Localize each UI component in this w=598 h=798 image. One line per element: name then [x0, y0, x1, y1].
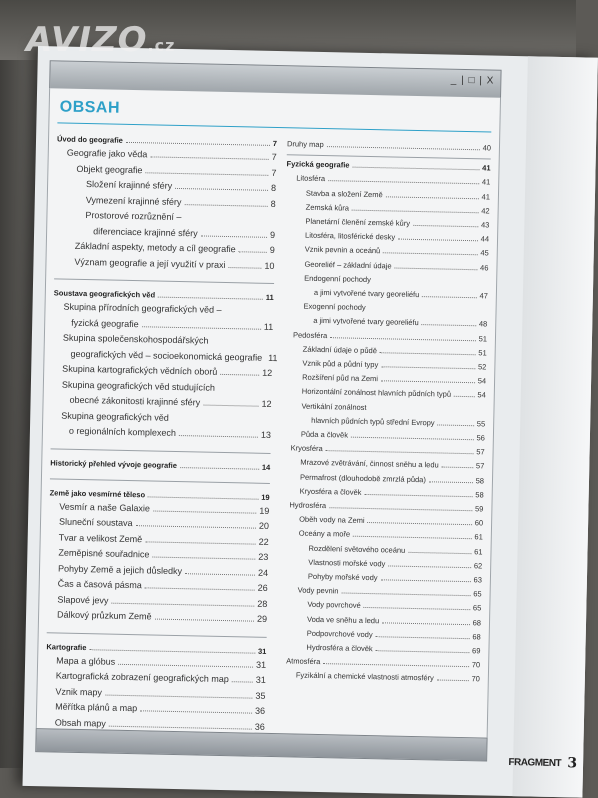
toc-leader-dots: [239, 243, 267, 253]
toc-page-number: 8: [271, 197, 276, 210]
toc-entry: [70, 347, 272, 364]
title-rule: [57, 122, 491, 132]
toc-page-number: 20: [259, 520, 269, 533]
toc-entry: [71, 316, 273, 333]
toc-entry: [58, 547, 268, 564]
toc-entry-label: Vesmír a naše Galaxie: [59, 500, 150, 515]
toc-entry-label: hlavních půdních typů střední Evropy: [311, 414, 435, 430]
toc-entry-label: Endogenní pochody: [304, 271, 371, 285]
toc-page-number: 70: [472, 658, 481, 671]
toc-page-number: 11: [268, 351, 278, 364]
toc-entry: [86, 178, 276, 195]
toc-entry-label: Měřítka plánů a map: [55, 701, 137, 716]
toc-leader-dots: [386, 188, 479, 199]
toc-page-number: 70: [471, 673, 480, 686]
toc-leader-dots: [341, 585, 470, 597]
toc-leader-dots: [148, 488, 258, 499]
toc-page-number: 69: [472, 644, 481, 657]
toc-entry-label: Pohyby mořské vody: [308, 570, 378, 584]
toc-page-number: 13: [261, 429, 271, 442]
toc-page-number: 54: [477, 389, 486, 402]
toc-entry: [62, 378, 272, 395]
toc-entry-label: Mrazové zvětrávání, činnost sněhu a ledu: [300, 456, 439, 472]
toc-page-number: 47: [479, 289, 488, 302]
toc-page-number: 26: [258, 582, 268, 595]
toc-leader-dots: [383, 245, 477, 256]
toc-entry: [59, 516, 269, 533]
toc-entry-label: Druhy map: [287, 137, 324, 151]
toc-entry-label: Georeliéf – základní údaje: [304, 257, 391, 272]
toc-entry-label: Základní aspekty, metody a cíl geografie: [75, 240, 236, 256]
toc-page-number: 11: [266, 291, 274, 304]
toc-page-number: 42: [481, 204, 490, 217]
toc-leader-dots: [364, 599, 470, 610]
toc-leader-dots: [442, 459, 473, 469]
toc-leader-dots: [388, 557, 471, 568]
toc-entry-label: geografických věd – socioekonomická geografie: [70, 347, 262, 364]
toc-page-number: 35: [255, 689, 265, 702]
toc-entry-label: Skupina geografických věd studujících: [62, 378, 215, 394]
toc-entry: [76, 162, 276, 179]
toc-page-number: 11: [264, 320, 274, 333]
toc-page-number: 41: [481, 190, 490, 203]
toc-page-number: 41: [482, 162, 491, 175]
toc-entry-label: Zemská kůra: [306, 200, 350, 214]
toc-leader-dots: [381, 358, 475, 369]
toc-leader-dots: [368, 514, 472, 525]
toc-entry-label: Historický přehled vývoje geografie: [50, 456, 177, 472]
toc-leader-dots: [142, 318, 261, 329]
toc-page-number: 61: [474, 531, 483, 544]
toc-entry-label: Voda ve sněhu a ledu: [307, 612, 379, 627]
toc-page-number: 12: [262, 367, 272, 380]
toc-entry-label: Horizontální zonálnost hlavních půdních typů: [302, 385, 452, 401]
toc-entry-label: Oběh vody na Zemi: [299, 513, 365, 527]
toc-page-number: 28: [257, 597, 267, 610]
toc-page-number: 36: [255, 720, 265, 733]
toc-entry: [75, 240, 275, 257]
toc-entry-label: a jimi vytvořené tvary georeliéfu: [313, 314, 419, 329]
toc-entry: [59, 531, 269, 548]
toc-entry: [62, 363, 272, 380]
toc-entry: [61, 409, 271, 426]
toc-entry-label: Planetární členění zemské kůry: [305, 215, 410, 230]
toc-leader-dots: [328, 172, 479, 184]
toc-page-number: 12: [261, 398, 271, 411]
toc-entry-label: Pohyby Země a jejich důsledky: [58, 562, 182, 578]
toc-entry-label: Vymezení krajinné sféry: [86, 194, 182, 209]
toc-entry: [57, 609, 267, 626]
toc-entry-label: a jimi vytvořené tvary georeliéfu: [314, 286, 420, 301]
toc-leader-dots: [376, 642, 470, 653]
section-divider: [54, 278, 274, 284]
toc-entry-label: Objekt geografie: [76, 162, 142, 176]
toc-page-number: 40: [482, 141, 491, 154]
toc-leader-dots: [184, 196, 267, 207]
toc-entry-label: Složení krajinné sféry: [86, 178, 172, 193]
toc-entry-label: Kryosféra: [290, 442, 322, 456]
toc-page-number: 14: [262, 460, 271, 473]
toc-entry: [69, 394, 271, 411]
toc-entry-label: Podpovrchové vody: [307, 627, 373, 641]
section-divider: [50, 478, 270, 484]
toc-chapter: [50, 456, 270, 474]
toc-entry-label: Význam geografie a její využití v praxi: [74, 255, 225, 271]
toc-leader-dots: [326, 442, 474, 454]
toc-leader-dots: [376, 628, 470, 639]
toc-leader-dots: [437, 672, 469, 682]
toc-entry-label: Hydrosféra: [289, 498, 326, 512]
toc-page-number: 36: [255, 705, 265, 718]
toc-leader-dots: [89, 641, 255, 653]
toc-entry-label: Exogenní pochody: [303, 300, 365, 314]
toc-entry: [55, 685, 265, 702]
toc-leader-dots: [175, 180, 268, 191]
toc-leader-dots: [145, 533, 256, 544]
toc-page-number: 31: [256, 674, 266, 687]
toc-leader-dots: [380, 344, 476, 355]
toc-entry-label: Vody pevnin: [298, 584, 339, 598]
toc-page-number: 48: [479, 318, 488, 331]
toc-leader-dots: [152, 549, 255, 560]
toc-page-number: 24: [258, 566, 268, 579]
toc-page-number: 65: [473, 602, 482, 615]
toc-entry-label: Základní údaje o půdě: [303, 342, 377, 357]
toc-entry-label: Slapové jevy: [57, 593, 108, 607]
toc-leader-dots: [109, 717, 252, 729]
toc-entry: [58, 578, 268, 595]
toc-entry: [85, 209, 275, 226]
toc-entry-label: o regionálních komplexech: [69, 425, 176, 440]
toc-entry-label: Geografie jako věda: [67, 147, 148, 162]
toc-leader-dots: [327, 138, 480, 150]
toc-page-number: 63: [473, 573, 482, 586]
toc-entry-label: Stavba a složení Země: [306, 186, 383, 201]
toc-leader-dots: [352, 159, 479, 171]
toc-leader-dots: [201, 227, 268, 237]
toc-page-number: 60: [475, 516, 484, 529]
toc-entry-label: Pedosféra: [293, 328, 327, 342]
toc-entry-label: Litosféra, litosférické desky: [305, 229, 395, 244]
page-fold: [512, 56, 597, 797]
toc-entry: [93, 225, 275, 242]
toc-leader-dots: [232, 673, 253, 682]
toc-page-number: 62: [474, 559, 483, 572]
toc-entry-label: Rozšíření půd na Zemi: [302, 371, 378, 386]
toc-leader-dots: [351, 429, 474, 441]
toc-leader-dots: [158, 289, 263, 300]
toc-entry-label: Tvar a velikost Země: [59, 531, 143, 546]
toc-leader-dots: [398, 231, 478, 242]
toc-page-number: 58: [475, 488, 484, 501]
toc-entry-label: diferenciace krajinné sféry: [93, 225, 198, 240]
toc-leader-dots: [438, 416, 474, 426]
toc-page-number: 51: [478, 346, 487, 359]
toc-leader-dots: [126, 134, 270, 146]
toc-leader-dots: [220, 366, 259, 376]
toc-entry: [57, 593, 267, 610]
toc-entry-label: Vznik pevnin a oceánů: [305, 243, 381, 258]
toc-page-number: 68: [472, 630, 481, 643]
page-title: OBSAH: [60, 98, 121, 117]
toc-page-number: 45: [480, 247, 489, 260]
toc-entry-label: Dálkový průzkum Země: [57, 609, 152, 624]
toc-entry-label: Fyzikální a chemické vlastnosti atmosféry: [296, 669, 434, 685]
toc-entry-label: Sluneční soustava: [59, 516, 133, 531]
toc-entry-label: Skupina přírodních geografických věd –: [63, 301, 221, 317]
toc-entry-label: Vznik půd a půdní typy: [302, 357, 378, 372]
toc-entry-label: Skupina kartografických vědních oborů: [62, 363, 217, 379]
toc-entry-label: Zeměpisné souřadnice: [58, 547, 149, 562]
toc-entry-label: Kartografie: [46, 640, 86, 654]
toc-leader-dots: [422, 288, 476, 298]
toc-leader-dots: [382, 614, 470, 625]
toc-entry: [287, 137, 491, 154]
toc-leader-dots: [118, 655, 253, 667]
toc-entry-label: Čas a časová pásma: [58, 578, 142, 593]
toc-leader-dots: [203, 397, 259, 407]
toc-entry: [69, 425, 271, 442]
toc-leader-dots: [105, 686, 253, 698]
toc-entry: [86, 194, 276, 211]
toc-entry-label: Hydrosféra a člověk: [306, 641, 373, 655]
page-number: 3: [567, 755, 577, 771]
toc-page-number: 59: [475, 502, 484, 515]
toc-leader-dots: [150, 148, 269, 159]
toc-page-number: 57: [476, 460, 485, 473]
toc-entry-label: Obsah mapy: [55, 716, 106, 730]
book-page: [23, 46, 598, 798]
window-buttons: _ | □ | X: [451, 75, 495, 87]
toc-entry-label: Skupina geografických věd: [61, 409, 169, 424]
toc-leader-dots: [228, 259, 261, 269]
toc-page-number: 52: [478, 360, 487, 373]
toc-entry-label: Fyzická geografie: [286, 157, 349, 171]
toc-entry-label: obecné zákonitosti krajinné sféry: [69, 394, 200, 410]
toc-entry-label: Litosféra: [296, 172, 325, 186]
toc-entry-label: Země jako vesmírné těleso: [50, 486, 146, 501]
section-divider: [47, 632, 267, 638]
toc-entry-label: Vznik mapy: [55, 685, 102, 699]
toc-page-number: 65: [473, 587, 482, 600]
toc-page-number: 68: [473, 616, 482, 629]
toc-leader-dots: [422, 316, 476, 326]
toc-leader-dots: [429, 473, 473, 483]
toc-page-number: 22: [259, 535, 269, 548]
toc-entry: [56, 670, 266, 687]
toc-leader-dots: [413, 217, 478, 227]
toc-entry-label: Půda a člověk: [301, 428, 348, 442]
publisher-logo: FRAGMENT: [508, 757, 561, 769]
toc-leader-dots: [155, 611, 255, 622]
toc-page-number: 8: [271, 182, 276, 195]
toc-page-number: 7: [272, 151, 277, 164]
toc-entry-label: Kartografická zobrazení geografických map: [56, 670, 229, 687]
toc-entry: [58, 562, 268, 579]
toc-page-number: 55: [477, 417, 486, 430]
toc-page-number: 41: [482, 176, 491, 189]
toc-content: [36, 88, 501, 737]
toc-entry-label: Skupina společenskohospodářských: [63, 332, 209, 348]
toc-page-number: 57: [476, 445, 485, 458]
toc-leader-dots: [352, 201, 478, 213]
toc-page-number: 19: [261, 490, 270, 503]
toc-entry-label: Oceány a moře: [299, 527, 351, 541]
toc-page-number: 9: [270, 244, 275, 257]
toc-page-number: 61: [474, 545, 483, 558]
toc-leader-dots: [381, 372, 475, 383]
section-divider: [51, 448, 271, 454]
toc-leader-dots: [329, 499, 472, 511]
toc-entry-label: Vertikální zonálnost: [301, 399, 366, 413]
toc-page-number: 58: [476, 474, 485, 487]
toc-leader-dots: [153, 502, 257, 513]
toc-leader-dots: [353, 528, 472, 539]
toc-leader-dots: [136, 517, 257, 529]
toc-page-number: 46: [480, 261, 489, 274]
toc-page-number: 7: [273, 137, 277, 150]
toc-leader-dots: [145, 164, 268, 176]
toc-entry-label: Permafrost (dlouhodobě zmrzlá půda): [300, 470, 426, 486]
toc-entry-label: Vlastnosti mořské vody: [308, 556, 385, 571]
toc-page-number: 54: [478, 374, 487, 387]
toc-entry-label: Kryosféra a člověk: [300, 484, 362, 498]
toc-entry: [74, 255, 274, 272]
toc-page-number: 56: [476, 431, 485, 444]
toc-entry-label: Atmosféra: [286, 655, 320, 669]
toc-leader-dots: [381, 571, 471, 582]
toc-leader-dots: [408, 543, 471, 553]
toc-leader-dots: [145, 579, 255, 590]
toc-entry-label: Prostorové rozrůznění –: [85, 209, 181, 224]
toc-entry-label: fyzická geografie: [71, 316, 139, 330]
toc-entry-label: Vody povrchové: [307, 598, 361, 612]
toc-page-number: 51: [478, 332, 487, 345]
toc-leader-dots: [323, 655, 469, 667]
toc-entry-label: Rozdělení světového oceánu: [308, 541, 405, 556]
toc-page-number: 29: [257, 613, 267, 626]
toc-leader-dots: [330, 329, 476, 341]
toc-page-number: 31: [256, 658, 266, 671]
toc-leader-dots: [180, 459, 259, 470]
toc-entry-label: Soustava geografických věd: [54, 286, 156, 301]
toc-page-number: 31: [258, 644, 267, 657]
toc-page-number: 23: [258, 551, 268, 564]
toc-page-number: 10: [264, 259, 274, 272]
toc-entry: [55, 701, 265, 718]
toc-leader-dots: [179, 427, 258, 438]
toc-leader-dots: [185, 565, 255, 575]
toc-page-number: 7: [271, 166, 276, 179]
toc-entry: [63, 332, 273, 349]
toc-leader-dots: [364, 486, 472, 497]
toc-leader-dots: [111, 594, 254, 606]
toc-leader-dots: [395, 259, 478, 270]
toc-page-number: 9: [270, 228, 275, 241]
toc-entry-label: Mapa a glóbus: [56, 654, 115, 668]
toc-leader-dots: [454, 388, 475, 397]
toc-leader-dots: [140, 702, 252, 713]
toc-entry: [296, 669, 480, 686]
watermark-logo: AVIZO.cz: [26, 20, 175, 60]
toc-page-number: 44: [481, 233, 490, 246]
toc-page-number: 43: [481, 218, 490, 231]
toc-entry-label: Úvod do geografie: [57, 132, 123, 146]
toc-page-number: 19: [259, 504, 269, 517]
